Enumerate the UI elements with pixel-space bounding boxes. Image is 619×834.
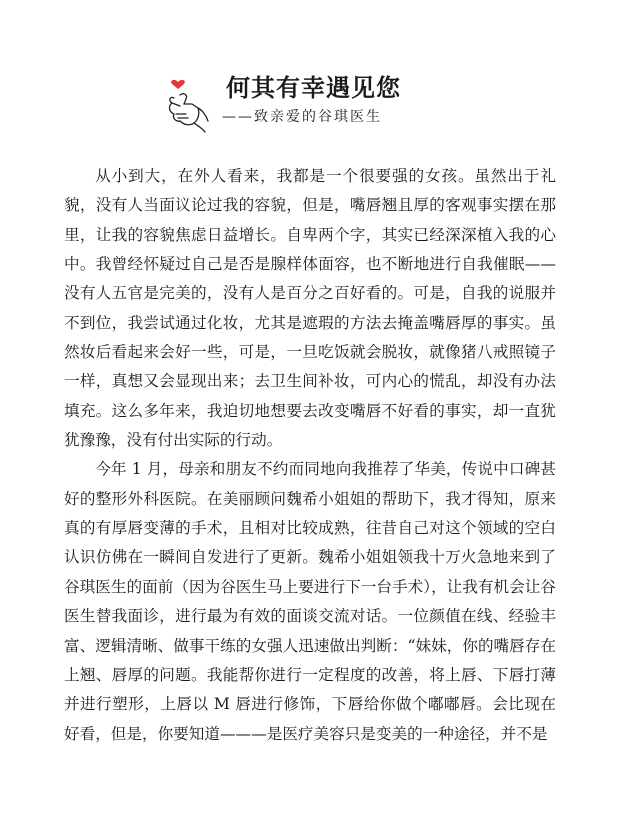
- letter-subtitle: ——致亲爱的谷琪医生: [222, 109, 382, 125]
- finger-heart-hand-icon: [158, 68, 214, 134]
- letter-title: 何其有幸遇见您: [226, 73, 401, 102]
- letter-header: [0, 0, 619, 140]
- letter-body: [64, 162, 556, 749]
- paragraph-2: 今年 1 月，母亲和朋友不约而同地向我推荐了华美，传说中口碑甚好的整形外科医院。在美丽顾问魏希小姐姐的帮助下，我才得知，原来真的有厚唇变薄的手术，且相对比较成熟，往昔自己对这个领域的空白认识仿佛在一瞬间自发进行了更新。魏希小姐姐领我十万火急地来到了谷琪医生的面前（因为谷医生马上要进行下一台手术），让我有机会让谷医生替我面诊，进行最为有效的面谈交流对话。一位颜值在线、经验丰富、逻辑清晰、做事干练的女强人迅速做出判断：“妹妹，你的嘴唇存在上翘、唇厚的问题。我能帮你进行一定程度的改善，将上唇、下唇打薄并进行塑形，上唇以 M 唇进行修饰，下唇给你做个嘟嘟唇。会比现在好看，但是，你要知道———是医疗美容只是变美的一种途径，并不是: [64, 460, 556, 743]
- paragraph-1: 从小到大，在外人看来，我都是一个很要强的女孩。虽然出于礼貌，没有人当面议论过我的容貌，但是，嘴唇翘且厚的客观事实摆在那里，让我的容貌焦虑日益增长。自卑两个字，其实已经深深植入我的心中。我曾经怀疑过自己是否是腺样体面容，也不断地进行自我催眠——没有人五官是完美的，没有人是百分之百好看的。可是，自我的说服并不到位，我尝试通过化妆，尤其是遮瑕的方法去掩盖嘴唇厚的事实。虽然妆后看起来会好一些，可是，一旦吃饭就会脱妆，就像猪八戒照镜子一样，真想又会显现出来；去卫生间补妆，可内心的慌乱，却没有办法填充。这么多年来，我迫切地想要去改变嘴唇不好看的事实，却一直犹犹豫豫，没有付出实际的行动。: [64, 167, 556, 450]
